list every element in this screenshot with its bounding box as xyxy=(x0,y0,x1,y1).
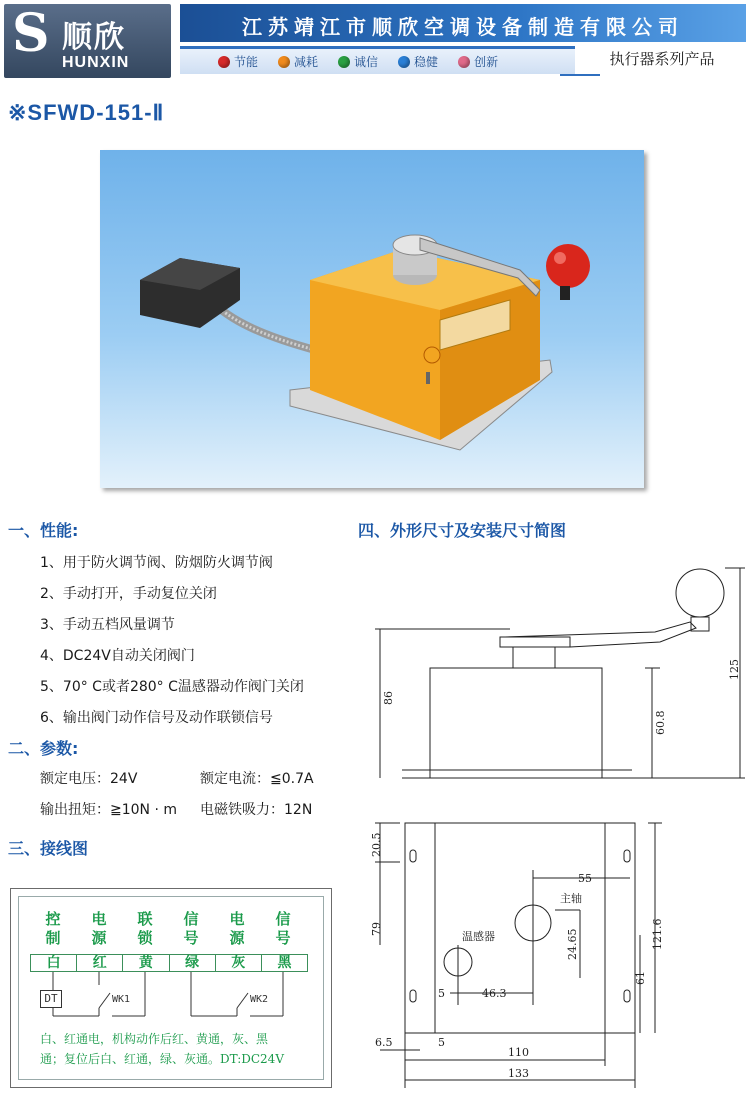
wiring-column-label: 信 号 xyxy=(183,910,199,947)
performance-item: 3、手动五档风量调节 xyxy=(40,617,175,633)
dim-121-6: 121.6 xyxy=(651,918,664,950)
performance-item: 1、用于防火调节阀、防烟防火调节阀 xyxy=(40,555,273,571)
dim-86: 86 xyxy=(382,691,395,705)
value-item: 稳健 xyxy=(398,53,438,70)
dimensions-heading: 四、外形尺寸及安装尺寸简图 xyxy=(358,521,567,540)
params-heading: 二、参数: xyxy=(8,739,79,758)
dim-5a: 5 xyxy=(438,987,445,1000)
wiring-column-label: 联 锁 xyxy=(137,910,153,947)
rated-current: 额定电流：≦0.7A xyxy=(200,771,314,787)
temp-sensor-label: 温感器 xyxy=(462,930,495,943)
values-list xyxy=(218,53,498,70)
wire-color: 黄 xyxy=(123,955,169,971)
wiring-heading: 三、接线图 xyxy=(8,839,89,858)
wire-color: 白 xyxy=(31,955,77,971)
wiring-column-label: 控 制 xyxy=(45,910,61,947)
wiring-column-label: 信 号 xyxy=(275,910,291,947)
wk1-label: WK1 xyxy=(112,994,131,1005)
wk2-label: WK2 xyxy=(250,994,269,1005)
dim-55: 55 xyxy=(578,872,592,885)
model-number: ※SFWD-151-Ⅱ xyxy=(8,100,165,125)
value-item: 诚信 xyxy=(338,53,378,70)
value-item: 减耗 xyxy=(278,53,318,70)
performance-item: 4、DC24V自动关闭阀门 xyxy=(40,648,195,664)
value-item: 节能 xyxy=(218,53,258,70)
company-name: 江苏靖江市顺欣空调设备制造有限公司 xyxy=(242,15,684,39)
main-shaft-label: 主轴 xyxy=(560,892,582,905)
dot-icon xyxy=(278,56,290,68)
wiring-column-label: 电 源 xyxy=(229,910,245,947)
values-bar xyxy=(180,46,575,74)
output-torque: 输出扭矩：≧10N · m xyxy=(40,802,178,818)
dot-icon xyxy=(338,56,350,68)
performance-item: 6、输出阀门动作信号及动作联锁信号 xyxy=(40,710,273,726)
dim-133: 133 xyxy=(508,1067,529,1080)
logo-chinese: 顺欣 xyxy=(62,20,126,55)
wire-color: 红 xyxy=(77,955,123,971)
dt-coil-label: DT xyxy=(40,990,62,1008)
dim-6-5: 6.5 xyxy=(375,1036,393,1049)
performance-item: 5、70° C或者280° C温感器动作阀门关闭 xyxy=(40,679,304,695)
wire-color: 黑 xyxy=(277,955,292,971)
magnet-force: 电磁铁吸力：12N xyxy=(200,802,313,818)
actuator-illustration xyxy=(100,150,644,488)
logo-letter: S xyxy=(12,4,50,64)
product-photo xyxy=(100,150,644,488)
dim-60-8: 60.8 xyxy=(654,710,667,735)
dot-icon xyxy=(458,56,470,68)
wiring-note: 通；复位后白、红通，绿、灰通。DT:DC24V xyxy=(40,1052,284,1066)
product-series: 执行器系列产品 xyxy=(609,50,715,68)
side-view xyxy=(375,568,745,778)
performance-item: 2、手动打开，手动复位关闭 xyxy=(40,586,217,602)
dot-icon xyxy=(218,56,230,68)
wire-color: 绿 xyxy=(170,955,216,971)
top-view xyxy=(375,823,662,1088)
dim-20-5: 20.5 xyxy=(370,832,383,857)
company-banner xyxy=(180,4,746,42)
dim-110: 110 xyxy=(508,1046,529,1059)
company-logo xyxy=(4,4,171,78)
wiring-column-label: 电 源 xyxy=(91,910,107,947)
dim-5b: 5 xyxy=(438,1036,445,1049)
rated-voltage: 额定电压：24V xyxy=(40,771,138,787)
wire-color-row xyxy=(30,954,308,972)
dim-61: 61 xyxy=(634,971,647,985)
logo-english: HUNXIN xyxy=(62,54,130,71)
dim-24-65: 24.65 xyxy=(566,928,579,960)
value-item: 创新 xyxy=(458,53,498,70)
wire-color: 灰 xyxy=(216,955,262,971)
performance-heading: 一、性能: xyxy=(8,521,79,540)
dim-46-3: 46.3 xyxy=(482,987,507,1000)
dim-125: 125 xyxy=(728,659,741,680)
dot-icon xyxy=(398,56,410,68)
wiring-note: 白、红通电，机构动作后红、黄通，灰、黑 xyxy=(40,1032,269,1046)
dim-79: 79 xyxy=(370,922,383,936)
